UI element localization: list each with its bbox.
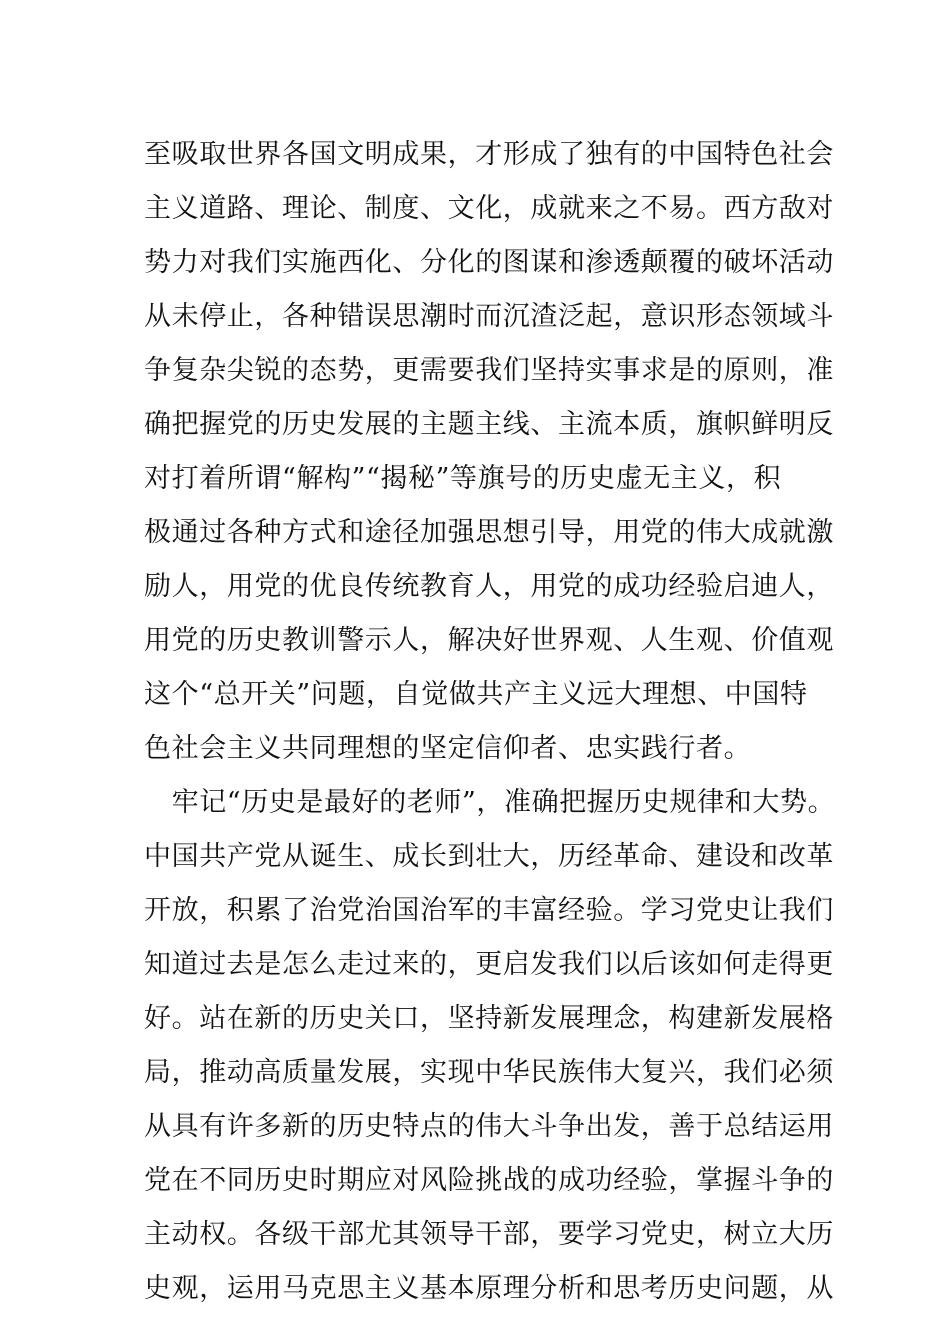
text-line: 从具有许多新的历史特点的伟大斗争出发，善于总结运用 xyxy=(144,1111,834,1142)
text-line: 这个“总开关”问题，自觉做共产主义远大理想、中国特 xyxy=(144,679,808,710)
text-line: 色社会主义共同理想的坚定信仰者、忠实践行者。 xyxy=(144,733,752,764)
text-line: 知道过去是怎么走过来的，更启发我们以后该如何走得更 xyxy=(144,949,834,980)
body-text xyxy=(144,128,836,1316)
text-line: 用党的历史教训警示人，解决好世界观、人生观、价值观 xyxy=(144,625,834,656)
text-line: 至吸取世界各国文明成果，才形成了独有的中国特色社会 xyxy=(144,139,834,170)
text-line: 好。站在新的历史关口，坚持新发展理念，构建新发展格 xyxy=(144,1003,834,1034)
text-line: 争复杂尖锐的态势，更需要我们坚持实事求是的原则，准 xyxy=(144,355,834,386)
text-line: 中国共产党从诞生、成长到壮大，历经革命、建设和改革 xyxy=(144,841,834,872)
text-line: 主动权。各级干部尤其领导干部，要学习党史，树立大历 xyxy=(144,1219,834,1250)
text-line: 局，推动高质量发展，实现中华民族伟大复兴，我们必须 xyxy=(144,1057,834,1088)
text-line: 从未停止，各种错误思潮时而沉渣泛起，意识形态领域斗 xyxy=(144,301,834,332)
text-line: 势力对我们实施西化、分化的图谋和渗透颠覆的破坏活动 xyxy=(144,247,834,278)
text-line: 对打着所谓“解构”“揭秘”等旗号的历史虚无主义，积 xyxy=(144,463,782,494)
text-line: 开放，积累了治党治国治军的丰富经验。学习党史让我们 xyxy=(144,895,834,926)
text-line: 史观，运用马克思主义基本原理分析和思考历史问题，从 xyxy=(144,1273,834,1304)
text-line: 主义道路、理论、制度、文化，成就来之不易。西方敌对 xyxy=(144,193,834,224)
text-line: 确把握党的历史发展的主题主线、主流本质，旗帜鲜明反 xyxy=(144,409,834,440)
text-line: 极通过各种方式和途径加强思想引导，用党的伟大成就激 xyxy=(144,517,834,548)
text-line: 党在不同历史时期应对风险挑战的成功经验，掌握斗争的 xyxy=(144,1165,834,1196)
text-line: 励人，用党的优良传统教育人，用党的成功经验启迪人， xyxy=(144,571,834,602)
paragraph-start-line: 牢记“历史是最好的老师”，准确把握历史规律和大势。 xyxy=(144,787,836,818)
